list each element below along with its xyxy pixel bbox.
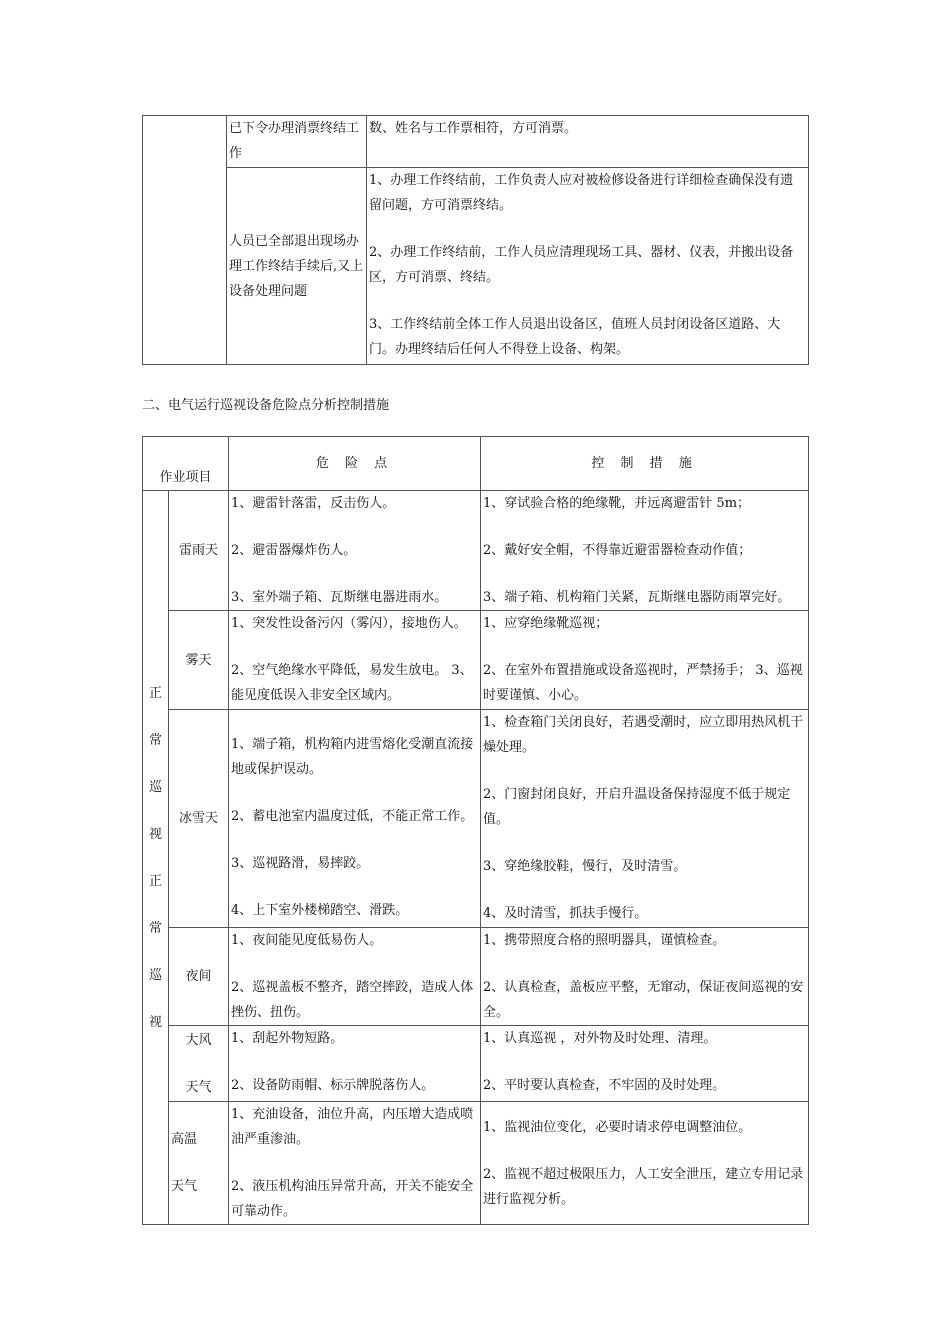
group-label-vertical: 正 常 巡 视 正 常 巡 视 <box>143 491 169 1225</box>
danger-cell: 1、避雷针落雷，反击伤人。 2、避雷器爆炸伤人。 3、室外端子箱、瓦斯继电器进雨水。 <box>229 491 481 611</box>
patrol-risk-table <box>142 436 809 1225</box>
item-cell: 雾天 <box>169 611 229 710</box>
header-danger: 危 险 点 <box>229 437 481 491</box>
work-termination-table <box>142 115 809 365</box>
item-cell: 人员已全部退出现场办理工作终结手续后,又上设备处理问题 <box>227 168 367 365</box>
danger-cell: 1、充油设备，油位升高，内压增大造成喷油严重渗油。 2、液压机构油压异常升高，开关不能安全可靠动作。 <box>229 1102 481 1225</box>
item-cell: 夜间 <box>169 928 229 1026</box>
measure-line: 3、工作终结前全体工作人员退出设备区，值班人员封闭设备区道路、大门。办理终结后任何人不得登上设备、构架。 <box>369 317 781 357</box>
section-title: 二、电气运行巡视设备危险点分析控制措施 <box>142 398 390 413</box>
control-cell: 1、穿试验合格的绝缘靴，并远离避雷针 5m； 2、戴好安全帽，不得靠近避雷器检查动作值； 3、端子箱、机构箱门关紧，瓦斯继电器防雨罩完好。 <box>481 491 809 611</box>
measure-cell <box>367 168 809 365</box>
control-cell: 1、应穿绝缘靴巡视； 2、在室外布置措施或设备巡视时，严禁扬手； 3、巡视时要谨慎、小心。 <box>481 611 809 710</box>
item-cell: 已下令办理消票终结工作 <box>227 116 367 168</box>
control-cell: 1、检查箱门关闭良好，若遇受潮时，应立即用热风机干燥处理。 2、门窗封闭良好，开启升温设备保持湿度不低于规定值。 3、穿绝缘胶鞋，慢行，及时清雪。 4、及时清雪，抓扶手慢行。 <box>481 710 809 928</box>
danger-cell: 1、突发性设备污闪（雾闪），接地伤人。 2、空气绝缘水平降低，易发生放电。 3、能见度低误入非安全区域内。 <box>229 611 481 710</box>
header-item: 作业项目 <box>143 437 229 491</box>
danger-cell: 1、刮起外物短路。 2、设备防雨帽、标示牌脱落伤人。 <box>229 1026 481 1102</box>
item-cell: 大风 天气 <box>169 1026 229 1102</box>
control-cell: 1、携带照度合格的照明器具，谨慎检查。 2、认真检查，盖板应平整，无窜动，保证夜间巡视的安全。 <box>481 928 809 1026</box>
measure-line: 2、办理工作终结前，工作人员应清理现场工具、器材、仪表，并搬出设备区，方可消票、终结。 <box>369 245 794 285</box>
danger-cell: 1、端子箱，机构箱内进雪熔化受潮直流接地或保护误动。 2、蓄电池室内温度过低，不能正常工作。 3、巡视路滑，易摔跤。 4、上下室外楼梯踏空、滑跌。 <box>229 710 481 928</box>
blank-group-cell <box>143 116 227 365</box>
control-cell: 1、认真巡视 ，对外物及时处理、清理。 2、平时要认真检查，不牢固的及时处理。 <box>481 1026 809 1102</box>
control-cell: 1、监视油位变化，必要时请求停电调整油位。 2、监视不超过极限压力，人工安全泄压，建立专用记录进行监视分析。 <box>481 1102 809 1225</box>
item-cell: 高温 天气 <box>169 1102 229 1225</box>
danger-cell: 1、夜间能见度低易伤人。 2、巡视盖板不整齐，踏空摔跤，造成人体挫伤、扭伤。 <box>229 928 481 1026</box>
measure-cell: 数、姓名与工作票相符，方可消票。 <box>367 116 809 168</box>
measure-line: 1、办理工作终结前，工作负责人应对被检修设备进行详细检查确保没有遗留问题，方可消票终结。 <box>369 173 794 213</box>
header-control: 控 制 措 施 <box>481 437 809 491</box>
item-cell: 雷雨天 <box>169 491 229 611</box>
item-cell: 冰雪天 <box>169 710 229 928</box>
